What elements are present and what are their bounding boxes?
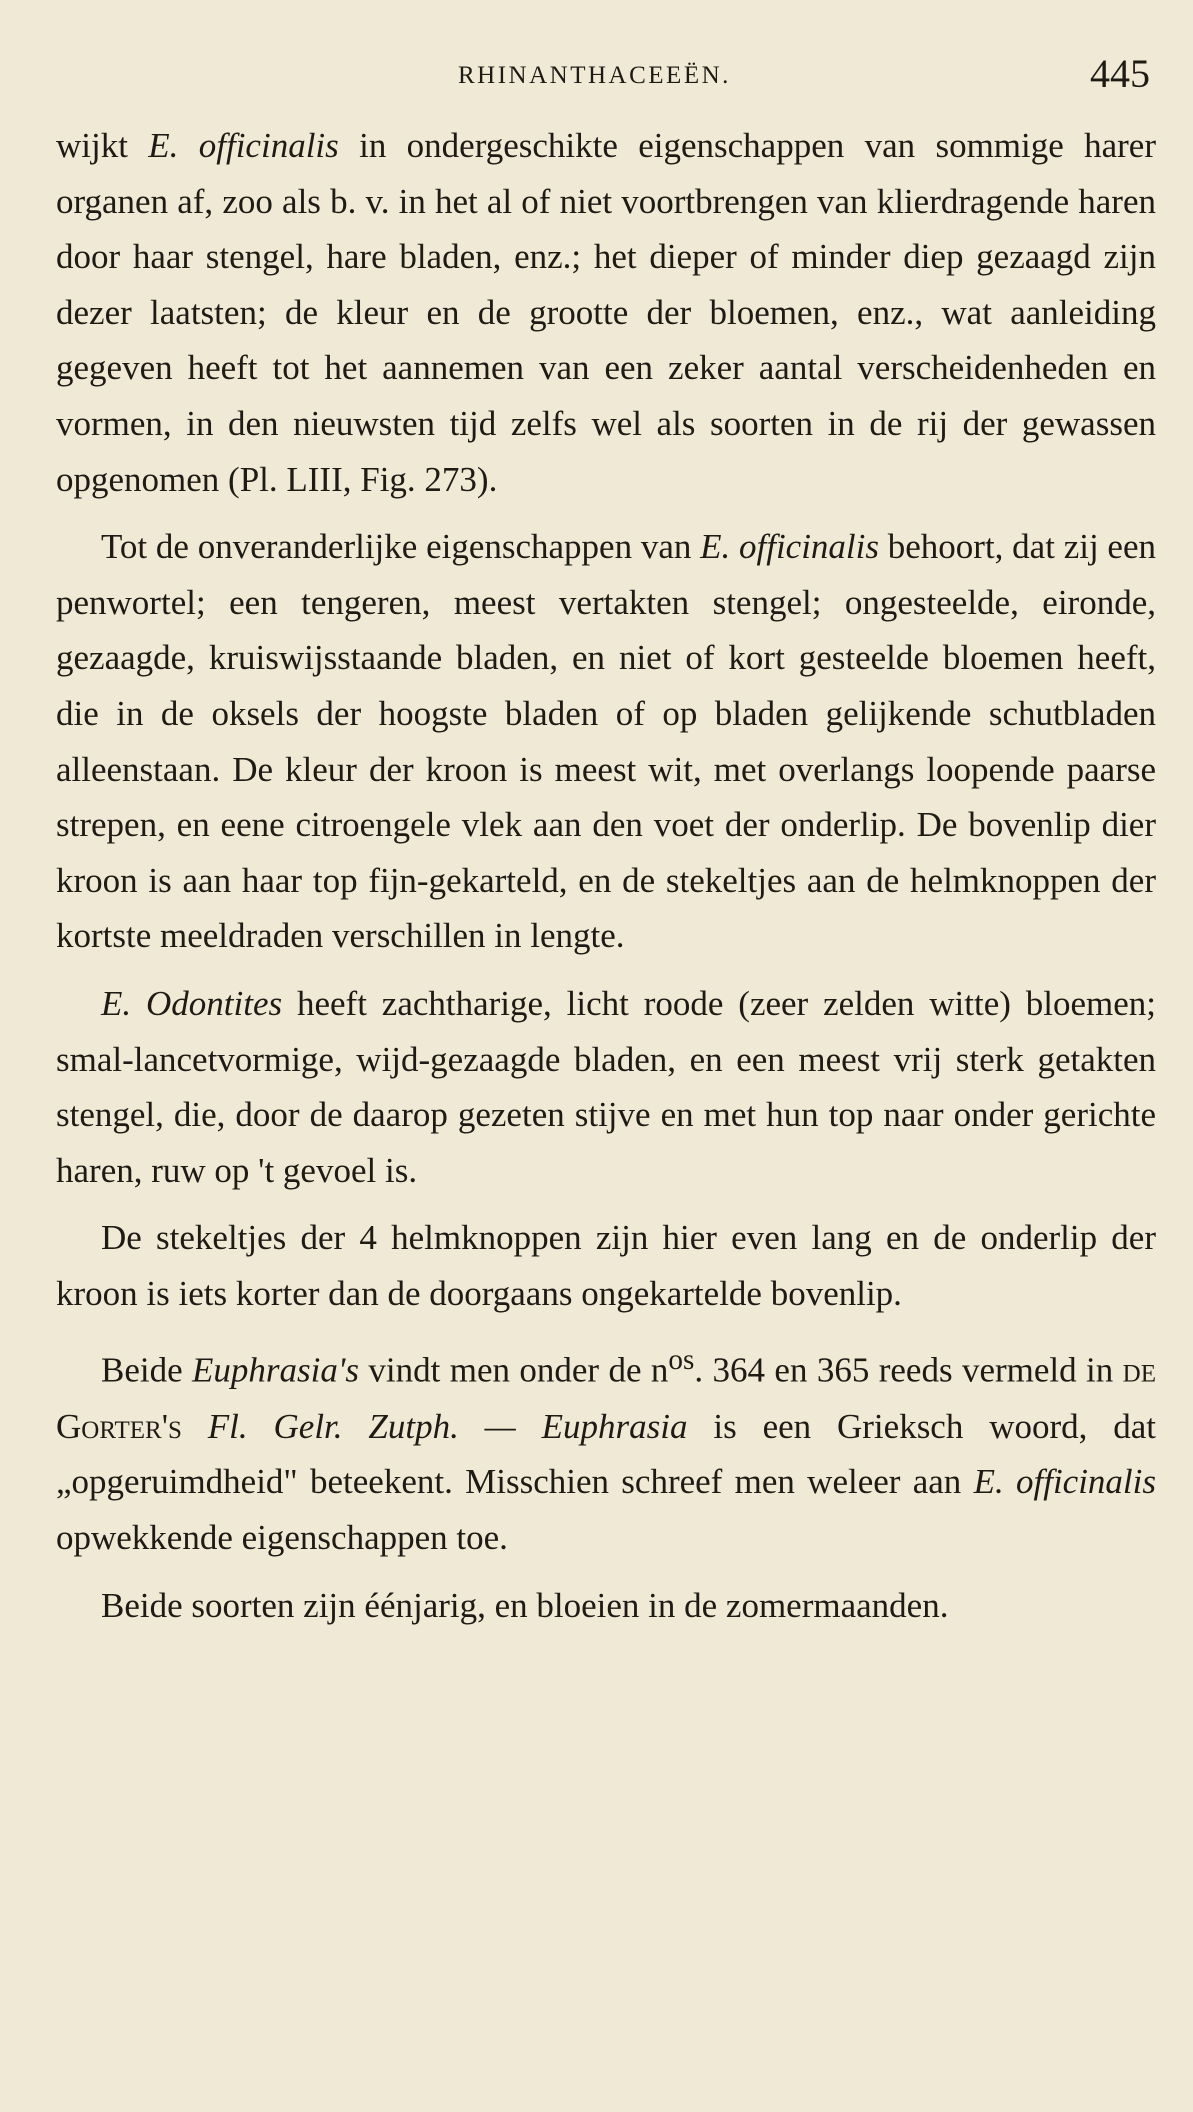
text-run: is een Grieksch woord, dat „opgeruimdheid" beteekent. Misschien schreef men weleer aan — [56, 1406, 1156, 1502]
running-head — [0, 50, 1193, 100]
text-run: De stekeltjes der 4 helmknoppen zijn hier even lang en de onderlip der kroon is iets korter dan de doorgaans ongekartelde bovenlip. — [56, 1218, 1156, 1313]
author-name: de Gorter's — [56, 1351, 1156, 1446]
text-run: opwekkende eigenschappen toe. — [56, 1517, 508, 1557]
text-run — [182, 1407, 208, 1446]
paragraph-3 — [56, 976, 1156, 1198]
book-title: Fl. Gelr. Zutph. — Euphrasia — [207, 1406, 688, 1446]
body-text — [56, 118, 1156, 1645]
species-name: E. Odontites — [101, 983, 283, 1023]
text-run: wijkt — [56, 126, 149, 165]
genus-name: Euphrasia's — [192, 1351, 359, 1391]
species-name: E. officinalis — [148, 126, 339, 165]
superscript: os — [668, 1344, 695, 1377]
text-run: Beide — [101, 1351, 193, 1391]
paragraph-6 — [56, 1578, 1156, 1634]
text-run: Beide soorten zijn éénjarig, en bloeien in de zomermaanden. — [101, 1585, 949, 1625]
text-run: Tot de onveranderlijke eigenschappen van — [101, 527, 701, 567]
text-run: behoort, dat zij een penwortel; een tengeren, meest vertakten stengel; ongesteelde, eironde, gezaagde, kruiswijsstaande bladen, en niet of kort gesteelde bloemen heeft, die in de oksels der hoogste bladen of op bladen gelijkende schutbladen alleenstaan. De kleur der kroon is meest wit, met overlangs loopende paarse strepen, en eene citroengele vlek aan den voet der onderlip. De bovenlip dier kroon is aan haar top fijn-gekarteld, en de stekeltjes aan de helmknoppen der kortste meeldraden verschillen in lengte. — [56, 527, 1156, 956]
text-run: in ondergeschikte eigenschappen van sommige harer organen af, zoo als b. v. in het al of niet voortbrengen van klierdragende haren door haar stengel, hare bladen, enz.; het dieper of minder diep gezaagd zijn dezer laatsten; de kleur en de grootte der bloemen, enz., wat aanleiding gegeven heeft tot het aannemen van een zeker aantal verscheidenheden en vormen, in den nieuwsten tijd zelfs wel als soorten in de rij der gewassen opgenomen (Pl. LIII, Fig. 273). — [56, 126, 1156, 499]
page-number: 445 — [1090, 51, 1150, 96]
text-run: vindt men onder de n — [359, 1351, 669, 1391]
species-name: E. officinalis — [973, 1462, 1156, 1502]
text-run: . 364 en 365 reeds vermeld in — [694, 1351, 1123, 1391]
text-run: heeft zachtharige, licht roode (zeer zelden witte) bloemen; smal-lancetvormige, wijd-gezaagde bladen, en een meest vrij sterk getakten stengel, die, door de daarop gezeten stijve en met hun top naar onder gerichte haren, ruw op 't gevoel is. — [56, 983, 1157, 1190]
paragraph-4 — [56, 1210, 1156, 1321]
paragraph-2 — [56, 519, 1156, 964]
species-name: E. officinalis — [700, 527, 880, 567]
paragraph-5 — [56, 1333, 1156, 1565]
running-title: RHINANTHACEEËN. — [458, 62, 731, 89]
paragraph-1 — [56, 118, 1156, 507]
